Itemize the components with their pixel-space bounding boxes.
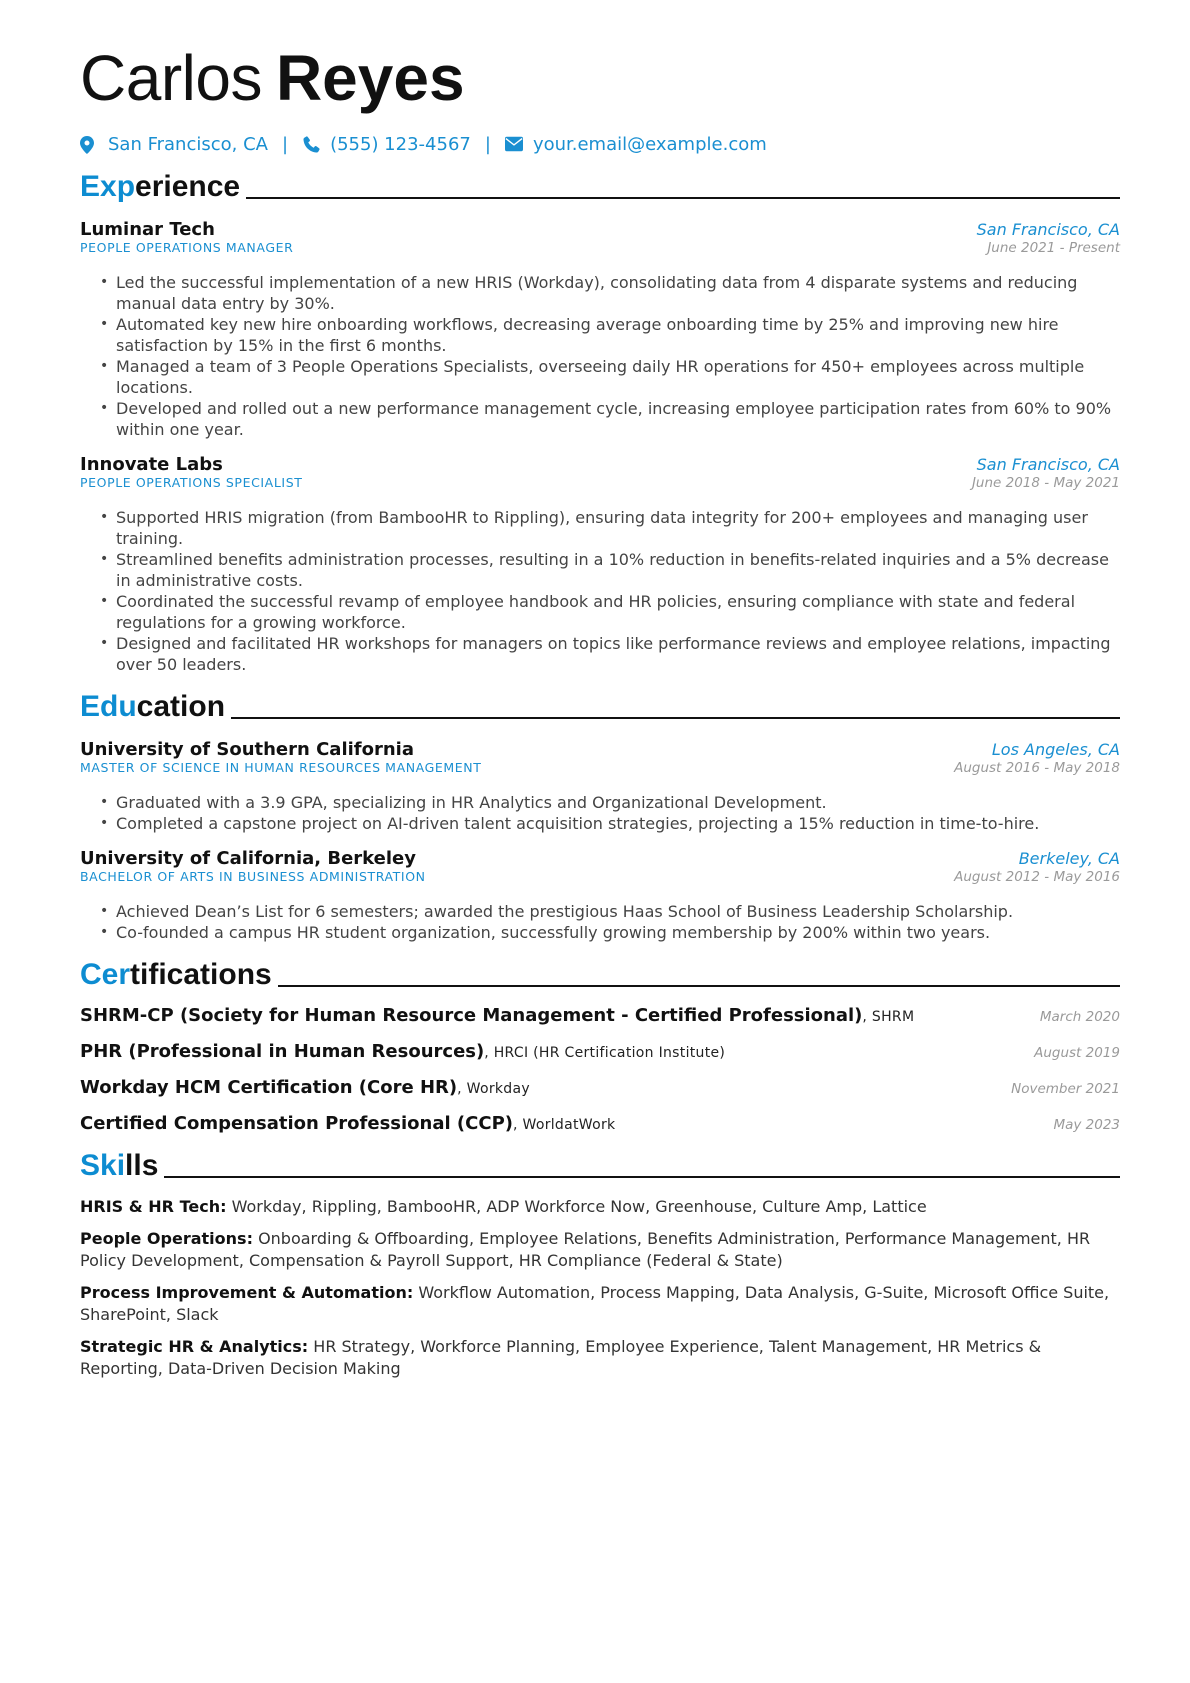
list-item: • Developed and rolled out a new performance management cycle, increasing employee participation rates from 60% to 90% within one year. — [100, 398, 1120, 440]
last-name: Reyes — [275, 42, 465, 114]
skill-group — [80, 1282, 1120, 1326]
section-divider — [246, 197, 1120, 199]
skill-category: HRIS & HR Tech: — [80, 1197, 227, 1216]
skill-values: HR Strategy, Workforce Planning, Employee Experience, Talent Management, HR Metrics & Reporting, Data-Driven Decision Making — [80, 1337, 1042, 1378]
experience-entry — [80, 219, 1120, 440]
skill-values: Workday, Rippling, BambooHR, ADP Workforce Now, Greenhouse, Culture Amp, Lattice — [231, 1197, 927, 1216]
certification-date: March 2020 — [1039, 1009, 1120, 1025]
section-title: Experience — [80, 170, 241, 203]
skill-values: Workflow Automation, Process Mapping, Data Analysis, G-Suite, Microsoft Office Suite, SharePoint, Slack — [80, 1283, 1110, 1324]
list-item: • Coordinated the successful revamp of employee handbook and HR policies, ensuring compliance with state and federal regulations for a growing workforce. — [100, 591, 1120, 633]
certification-item — [80, 1041, 1120, 1062]
contact-line — [80, 134, 1120, 155]
location: San Francisco, CA — [976, 455, 1120, 474]
certification-issuer: , HRCI (HR Certification Institute) — [484, 1045, 726, 1061]
section-title: Education — [80, 690, 226, 723]
certification-date: August 2019 — [1034, 1045, 1120, 1061]
certification-issuer: , SHRM — [862, 1009, 915, 1025]
skills-section-header — [80, 1148, 1120, 1184]
list-item: • Graduated with a 3.9 GPA, specializing in HR Analytics and Organizational Development. — [100, 792, 1120, 813]
envelope-icon — [505, 136, 523, 154]
certification-name: Workday HCM Certification (Core HR) — [80, 1077, 458, 1098]
list-item: • Co-founded a campus HR student organization, successfully growing membership by 200% within two years. — [100, 922, 1120, 943]
achievement-list — [80, 901, 1120, 943]
contact-separator: | — [281, 134, 289, 155]
list-item: • Streamlined benefits administration processes, resulting in a 10% reduction in benefits-related inquiries and a 5% decrease in administrative costs. — [100, 549, 1120, 591]
institution: University of California, Berkeley — [80, 848, 416, 869]
first-name: Carlos — [80, 42, 262, 114]
list-item: • Managed a team of 3 People Operations Specialists, overseeing daily HR operations for 450+ employees across multiple locations. — [100, 356, 1120, 398]
certification-issuer: , Workday — [457, 1081, 530, 1097]
skills-list — [80, 1196, 1120, 1380]
skill-category: Process Improvement & Automation: — [80, 1283, 414, 1302]
contact-phone[interactable] — [302, 134, 471, 155]
achievement-list — [80, 792, 1120, 834]
skill-group — [80, 1228, 1120, 1272]
degree: MASTER OF SCIENCE IN HUMAN RESOURCES MANAGEMENT — [80, 760, 482, 775]
certification-issuer: , WorldatWork — [513, 1117, 616, 1133]
date-range: August 2012 - May 2016 — [954, 869, 1120, 885]
certifications-section-header — [80, 957, 1120, 993]
section-divider — [164, 1176, 1120, 1178]
certification-name: SHRM-CP (Society for Human Resource Management - Certified Professional) — [80, 1005, 863, 1026]
list-item: • Automated key new hire onboarding workflows, decreasing average onboarding time by 25% and improving new hire satisfaction by 15% in the first 6 months. — [100, 314, 1120, 356]
certification-date: May 2023 — [1053, 1117, 1120, 1133]
experience-entry — [80, 454, 1120, 675]
certification-list — [80, 1005, 1120, 1134]
organization: Luminar Tech — [80, 219, 215, 240]
map-pin-icon — [80, 136, 98, 154]
date-range: June 2021 - Present — [987, 240, 1120, 256]
skill-category: Strategic HR & Analytics: — [80, 1337, 309, 1356]
section-divider — [231, 717, 1120, 719]
location-text: San Francisco, CA — [108, 134, 268, 155]
list-item: • Supported HRIS migration (from BambooHR to Rippling), ensuring data integrity for 200+ employees and managing user training. — [100, 507, 1120, 549]
contact-separator: | — [484, 134, 491, 155]
certification-name: Certified Compensation Professional (CCP) — [80, 1113, 513, 1134]
list-item: • Led the successful implementation of a new HRIS (Workday), consolidating data from 4 disparate systems and reducing manual data entry by 30%. — [100, 272, 1120, 314]
location: Berkeley, CA — [1018, 849, 1120, 868]
education-entry — [80, 848, 1120, 943]
education-section-header — [80, 689, 1120, 725]
candidate-name — [80, 40, 1120, 116]
certification-item — [80, 1113, 1120, 1134]
date-range: June 2018 - May 2021 — [971, 475, 1120, 491]
phone-icon — [302, 136, 320, 154]
contact-location — [80, 134, 268, 155]
organization: Innovate Labs — [80, 454, 223, 475]
list-item: • Achieved Dean’s List for 6 semesters; awarded the prestigious Haas School of Business Leadership Scholarship. — [100, 901, 1120, 922]
section-divider — [278, 985, 1120, 987]
experience-section-header — [80, 169, 1120, 205]
location: San Francisco, CA — [976, 220, 1120, 239]
phone-text: (555) 123-4567 — [330, 134, 471, 155]
institution: University of Southern California — [80, 739, 415, 760]
skill-category: People Operations: — [80, 1229, 253, 1248]
contact-email[interactable] — [505, 134, 767, 155]
degree: BACHELOR OF ARTS IN BUSINESS ADMINISTRATION — [80, 869, 426, 884]
email-text: your.email@example.com — [532, 134, 767, 155]
education-entry — [80, 739, 1120, 834]
skill-values: Onboarding & Offboarding, Employee Relations, Benefits Administration, Performance Management, HR Policy Development, Compensation & Payroll Support, HR Compliance (Federal & State) — [80, 1229, 1091, 1270]
job-title: PEOPLE OPERATIONS MANAGER — [80, 240, 294, 255]
location: Los Angeles, CA — [991, 740, 1120, 759]
section-title: Certifications — [80, 958, 272, 991]
date-range: August 2016 - May 2018 — [954, 760, 1120, 776]
achievement-list — [80, 272, 1120, 440]
certification-date: November 2021 — [1011, 1081, 1120, 1097]
certification-item — [80, 1077, 1120, 1098]
achievement-list — [80, 507, 1120, 675]
list-item: • Completed a capstone project on AI-driven talent acquisition strategies, projecting a 15% reduction in time-to-hire. — [100, 813, 1120, 834]
certification-name: PHR (Professional in Human Resources) — [80, 1041, 485, 1062]
certification-item — [80, 1005, 1120, 1026]
skill-group — [80, 1196, 1120, 1218]
section-title: Skills — [80, 1149, 159, 1182]
skill-group — [80, 1336, 1120, 1380]
job-title: PEOPLE OPERATIONS SPECIALIST — [80, 475, 303, 490]
list-item: • Designed and facilitated HR workshops for managers on topics like performance reviews and employee relations, impacting over 50 leaders. — [100, 633, 1120, 675]
